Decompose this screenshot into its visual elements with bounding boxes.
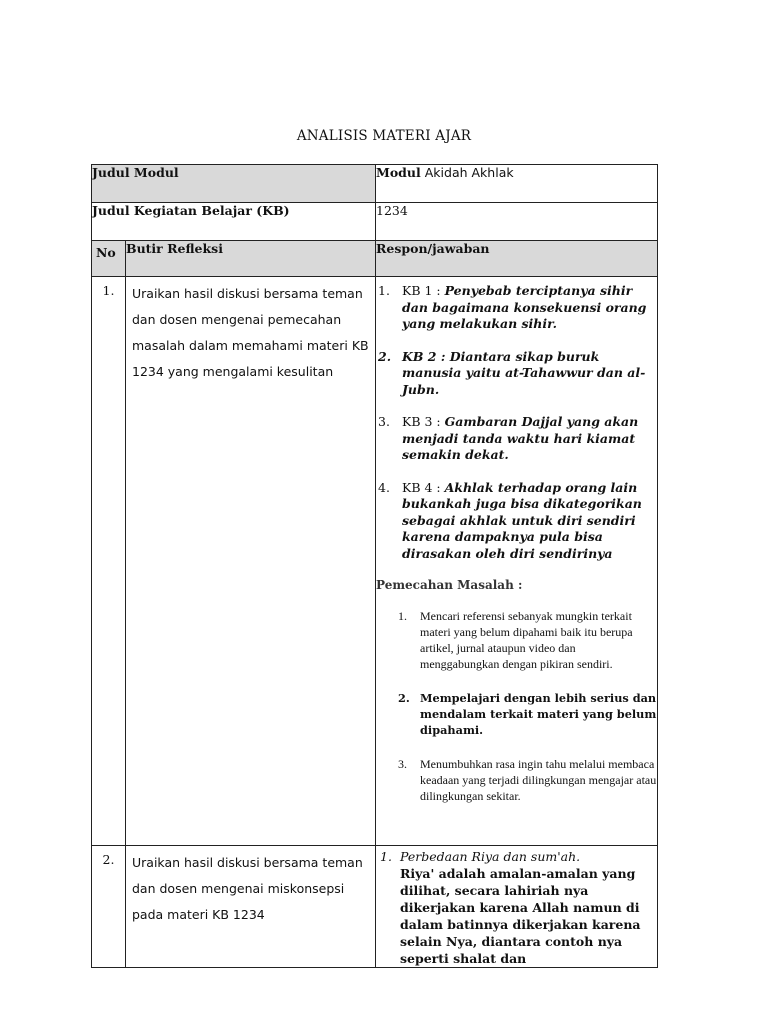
item-1-butir: Uraikan hasil diskusi bersama teman dan dosen mengenai pemecahan masalah dalam memahami materi KB 1234 yang mengalami kesulitan	[126, 277, 376, 846]
kb-item: 2. KB 2 : Diantara sikap buruk manusia yaitu at-Tahawwur dan al-Jubn.	[378, 348, 646, 397]
pemecahan-title: Pemecahan Masalah :	[376, 578, 523, 592]
judul-modul-label: Judul Modul	[92, 165, 376, 203]
item-1-respon	[376, 277, 658, 846]
miskonsepsi-desc: Riya' adalah amalan-amalan yang dilihat, secara lahiriah nya dikerjakan karena Allah namun di dalam batinnya dikerjakan karena selain Nya, diantara contoh nya seperti shalat dan	[400, 866, 641, 966]
kb-item: 1. KB 1 : Penyebab terciptanya sihir dan bagaimana konsekuensi orang yang melakukan sihir.	[378, 283, 647, 331]
miskonsepsi-item: 1. Perbedaan Riya dan sum'ah. Riya' adalah amalan-amalan yang dilihat, secara lahiriah nya dikerjakan karena Allah namun di dalam batinnya dikerjakan karena selain Nya, diantara contoh nya seperti shalat dan	[380, 849, 641, 966]
kb-list	[376, 283, 657, 562]
row-judul-modul	[92, 165, 658, 203]
row-header	[92, 241, 658, 277]
analysis-table	[91, 164, 658, 968]
modul-prefix: Modul	[376, 165, 421, 180]
item-2-no: 2.	[92, 846, 126, 968]
row-judul-kb	[92, 203, 658, 241]
judul-modul-value	[376, 165, 658, 203]
item-1-no: 1.	[92, 277, 126, 846]
kb-item: 3. KB 3 : Gambaran Dajjal yang akan menjadi tanda waktu hari kiamat semakin dekat.	[378, 414, 639, 462]
pemecahan-item: 1. Mencari referensi sebanyak mungkin terkait materi yang belum dipahami baik itu berupa artikel, jurnal ataupun video dan menggabungkan dengan pikiran sendiri.	[398, 609, 633, 671]
pemecahan-item: 3. Menumbuhkan rasa ingin tahu melalui membaca keadaan yang terjadi dilingkungan mengajar atau dilingkungan sekitar.	[398, 757, 657, 803]
miskonsepsi-list	[376, 848, 657, 967]
kb-item: 4. KB 4 : Akhlak terhadap orang lain bukankah juga bisa dikategorikan sebagai akhlak untuk diri sendiri karena dampaknya pula bisa dirasakan oleh diri sendirinya	[378, 479, 642, 561]
judul-kb-value: 1234	[376, 203, 658, 241]
miskonsepsi-title: Perbedaan Riya dan sum'ah.	[400, 849, 581, 864]
row-item-1	[92, 277, 658, 846]
modul-name: Akidah Akhlak	[424, 165, 514, 180]
judul-kb-label: Judul Kegiatan Belajar (KB)	[92, 203, 376, 241]
item-2-butir: Uraikan hasil diskusi bersama teman dan dosen mengenai miskonsepsi pada materi KB 1234	[126, 846, 376, 968]
row-item-2	[92, 846, 658, 968]
pemecahan-item: 2. Mempelajari dengan lebih serius dan mendalam terkait materi yang belum dipahami.	[398, 691, 657, 737]
document-title: ANALISIS MATERI AJAR	[296, 128, 472, 144]
header-butir: Butir Refleksi	[126, 241, 376, 277]
pemecahan-list	[376, 608, 657, 804]
header-no: No	[92, 241, 126, 277]
header-respon: Respon/jawaban	[376, 241, 658, 277]
item-2-respon	[376, 846, 658, 968]
